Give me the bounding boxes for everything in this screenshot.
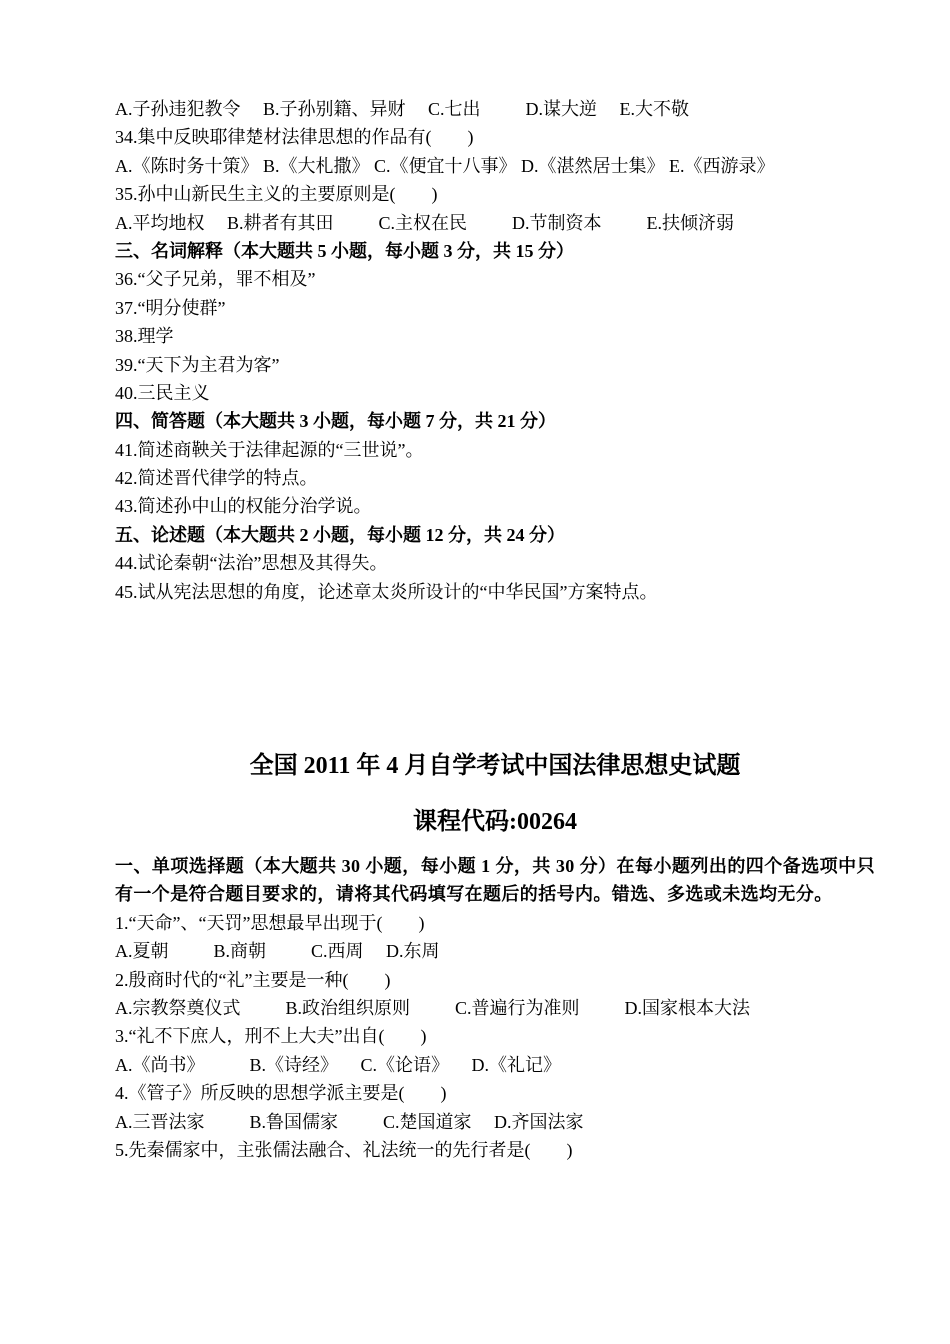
document-page <box>115 95 875 1164</box>
question-33-options: A.子孙违犯教令 B.子孙别籍、异财 C.七出 D.谋大逆 E.大不敬 <box>115 99 690 119</box>
section-5-heading: 五、论述题（本大题共 2 小题，每小题 12 分，共 24 分） <box>115 524 565 545</box>
question-35-options: A.平均地权 B.耕者有其田 C.主权在民 D.节制资本 E.扶倾济弱 <box>115 212 735 233</box>
question-34: 34.集中反映耶律楚材法律思想的作品有( ) <box>115 127 474 148</box>
question-42: 42.简述晋代律学的特点。 <box>115 468 318 489</box>
page-gap <box>115 606 875 750</box>
part1-block <box>115 95 875 606</box>
question-44: 44.试论秦朝“法治”思想及其得失。 <box>115 553 388 574</box>
section-1-instructions: 一、单项选择题（本大题共 30 小题，每小题 1 分，共 30 分）在每小题列出的四个备选项中只有一个是符合题目要求的，请将其代码填写在题后的括号内。错选、多选或未选均无分。 <box>115 856 875 905</box>
question-45: 45.试从宪法思想的角度，论述章太炎所设计的“中华民国”方案特点。 <box>115 581 658 602</box>
question-40: 40.三民主义 <box>115 382 210 403</box>
section-4-heading: 四、简答题（本大题共 3 小题，每小题 7 分，共 21 分） <box>115 411 556 432</box>
question-4: 4.《管子》所反映的思想学派主要是( ) <box>115 1083 447 1104</box>
question-2-options: A.宗教祭奠仪式 B.政治组织原则 C.普遍行为准则 D.国家根本大法 <box>115 998 751 1019</box>
question-3: 3.“礼不下庶人，刑不上大夫”出自( ) <box>115 1026 427 1047</box>
question-5: 5.先秦儒家中，主张儒法融合、礼法统一的先行者是( ) <box>115 1139 573 1160</box>
question-4-options: A.三晋法家 B.鲁国儒家 C.楚国道家 D.齐国法家 <box>115 1111 584 1132</box>
question-36: 36.“父子兄弟，罪不相及” <box>115 269 316 290</box>
exam-title: 全国 2011 年 4 月自学考试中国法律思想史试题 <box>249 753 741 780</box>
question-1-options: A.夏朝 B.商朝 C.西周 D.东周 <box>115 941 440 962</box>
course-code: 课程代码:00264 <box>413 809 577 836</box>
question-39: 39.“天下为主君为客” <box>115 354 280 375</box>
question-41: 41.简述商鞅关于法律起源的“三世说”。 <box>115 439 424 460</box>
question-35: 35.孙中山新民生主义的主要原则是( ) <box>115 184 438 205</box>
question-2: 2.殷商时代的“礼”主要是一种( ) <box>115 969 391 990</box>
question-38: 38.理学 <box>115 326 174 347</box>
question-37: 37.“明分使群” <box>115 297 226 318</box>
section-3-heading: 三、名词解释（本大题共 5 小题，每小题 3 分，共 15 分） <box>115 240 574 261</box>
question-34-options: A.《陈时务十策》 B.《大札撒》 C.《便宜十八事》 D.《湛然居士集》 E.《西游录》 <box>115 155 775 176</box>
part2-block <box>115 750 875 1164</box>
question-3-options: A.《尚书》 B.《诗经》 C.《论语》 D.《礼记》 <box>115 1054 562 1075</box>
question-43: 43.简述孙中山的权能分治学说。 <box>115 496 372 517</box>
question-1: 1.“天命”、“天罚”思想最早出现于( ) <box>115 912 425 933</box>
